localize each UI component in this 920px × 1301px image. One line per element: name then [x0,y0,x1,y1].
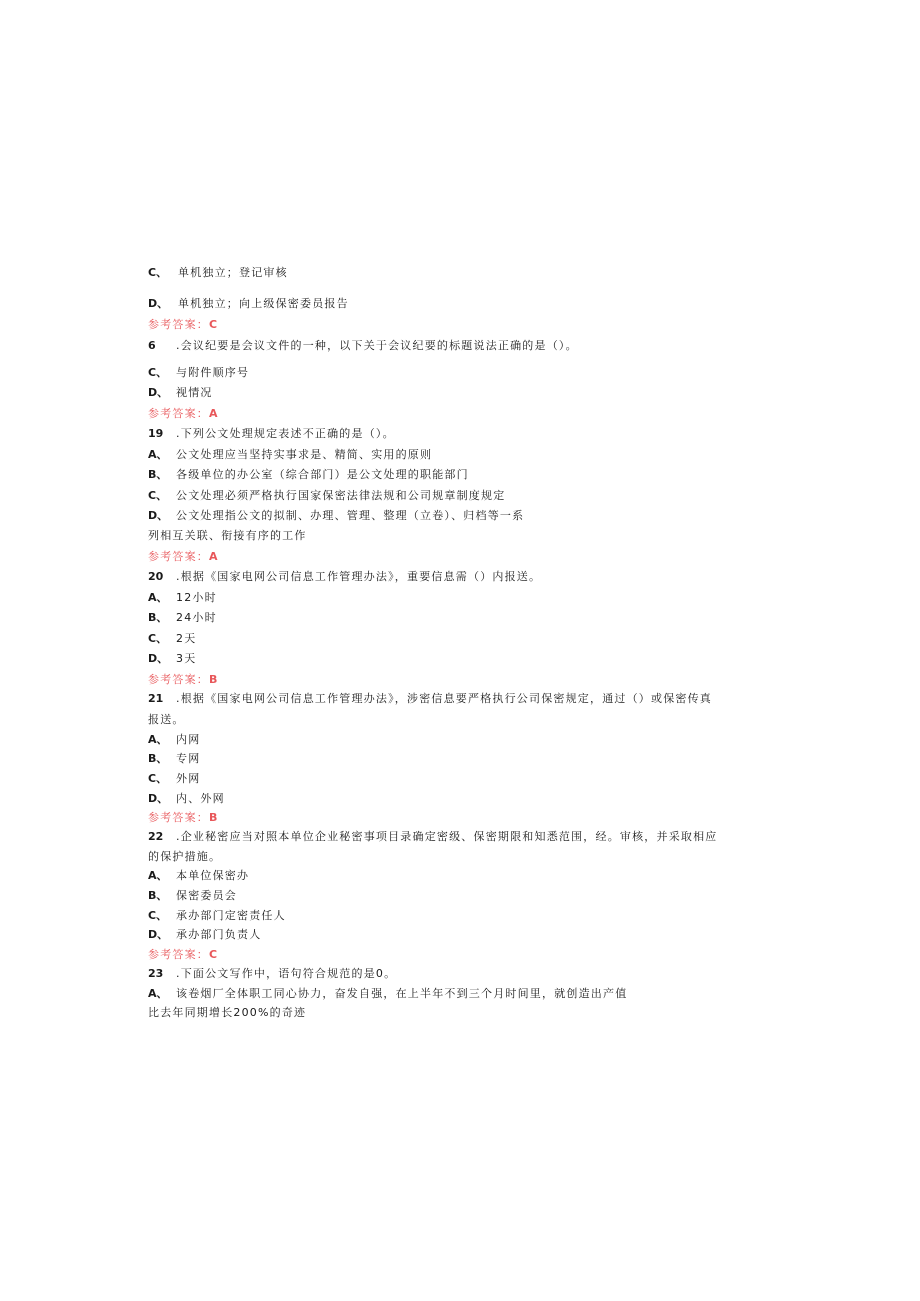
option-letter: C、 [148,366,168,379]
option-letter: D、 [148,509,169,522]
answer-label: 参考答案： [148,318,209,331]
continuation-text: 列相互关联、衔接有序的工作 [148,529,307,542]
answer-label: 参考答案： [148,550,209,563]
question-text: .根据《国家电网公司信息工作管理办法》，涉密信息要严格执行公司保密规定，通过（）或保密传真 [176,692,712,705]
option-line [148,366,249,380]
question-number: 22 [148,830,164,843]
option-letter: D、 [148,297,169,310]
option-line [148,889,237,903]
option-line [148,652,196,666]
answer-label: 参考答案： [148,407,209,420]
answer-value: B [209,673,218,686]
option-text: 内网 [176,733,201,746]
option-text: 公文处理指公文的拟制、办理、管理、整理（立卷）、归档等一系 [176,509,525,522]
option-line [148,752,200,766]
option-text: 承办部门负责人 [176,928,262,941]
question-text: .下面公文写作中，语句符合规范的是0。 [176,967,397,980]
option-text: 专网 [176,752,201,765]
question-text: .下列公文处理规定表述不正确的是（）。 [176,427,395,440]
option-line [148,448,432,462]
answer-value: A [209,550,218,563]
option-letter: A、 [148,591,168,604]
answer-value: C [209,318,218,331]
answer-label: 参考答案： [148,811,209,824]
answer-value: C [209,948,218,961]
option-text: 该卷烟厂全体职工同心协力，奋发自强，在上半年不到三个月时间里，就创造出产值 [176,987,628,1000]
option-text: 保密委员会 [176,889,237,902]
option-letter: D、 [148,652,169,665]
option-text: 24小时 [176,611,217,624]
option-letter: A、 [148,869,168,882]
option-letter: B、 [148,611,168,624]
option-text: 视情况 [176,386,213,399]
option-letter: D、 [148,928,169,941]
option-text: 3天 [176,652,197,665]
option-letter: C、 [148,632,168,645]
option-text: 单机独立；向上级保密委员报告 [178,297,349,310]
question-line [148,692,712,706]
reference-answer [148,948,217,962]
option-text: 与附件顺序号 [176,366,250,379]
option-letter: A、 [148,448,168,461]
option-line [148,772,200,786]
option-text: 承办部门定密责任人 [176,909,286,922]
option-letter: B、 [148,889,168,902]
option-line [148,386,213,400]
option-letter: C、 [148,266,168,279]
question-text: .企业秘密应当对照本单位企业秘密事项目录确定密级、保密期限和知悉范围，经。审核，并采取相应 [176,830,718,843]
question-number: 21 [148,692,164,705]
option-text: 本单位保密办 [176,869,250,882]
option-line [148,591,217,605]
option-text: 各级单位的办公室（综合部门）是公文处理的职能部门 [176,468,469,481]
option-text: 单机独立；登记审核 [178,266,288,279]
option-line [148,509,524,523]
question-line [148,427,395,441]
question-text: .根据《国家电网公司信息工作管理办法》，重要信息需（）内报送。 [176,570,542,583]
option-line [148,792,225,806]
reference-answer [148,318,217,332]
question-line [148,830,718,844]
option-line [148,632,196,646]
reference-answer [148,407,218,421]
answer-label: 参考答案： [148,673,209,686]
reference-answer [148,550,218,564]
question-text: .会议纪要是会议文件的一种，以下关于会议纪要的标题说法正确的是（）。 [176,339,578,352]
option-line [148,909,286,923]
option-letter: A、 [148,987,168,1000]
continuation-text: 报送。 [148,713,185,726]
question-line [148,967,396,981]
question-line [148,339,578,353]
option-line [148,468,469,482]
option-letter: C、 [148,909,168,922]
question-number: 6 [148,339,156,352]
question-number: 23 [148,967,164,980]
continuation-text: 的保护措施。 [148,850,222,863]
option-text: 12小时 [176,591,217,604]
option-line [148,611,217,625]
answer-value: A [209,407,218,420]
option-line [148,928,261,942]
continuation-text: 比去年同期增长200%的奇迹 [148,1006,307,1019]
option-line [148,869,249,883]
option-text: 2天 [176,632,197,645]
option-letter: B、 [148,752,168,765]
option-text: 外网 [176,772,201,785]
question-line [148,570,541,584]
option-line [148,489,505,503]
option-letter: C、 [148,772,168,785]
option-line [148,987,627,1001]
reference-answer [148,673,217,687]
option-letter: B、 [148,468,168,481]
answer-label: 参考答案： [148,948,209,961]
option-line [148,266,288,280]
answer-value: B [209,811,218,824]
question-number: 20 [148,570,164,583]
option-letter: A、 [148,733,168,746]
question-number: 19 [148,427,164,440]
option-line [148,733,200,747]
option-text: 公文处理必须严格执行国家保密法律法规和公司规章制度规定 [176,489,506,502]
reference-answer [148,811,217,825]
option-text: 内、外网 [176,792,225,805]
option-line [148,297,349,311]
option-letter: D、 [148,386,169,399]
option-letter: D、 [148,792,169,805]
option-text: 公文处理应当坚持实事求是、精简、实用的原则 [176,448,433,461]
option-letter: C、 [148,489,168,502]
